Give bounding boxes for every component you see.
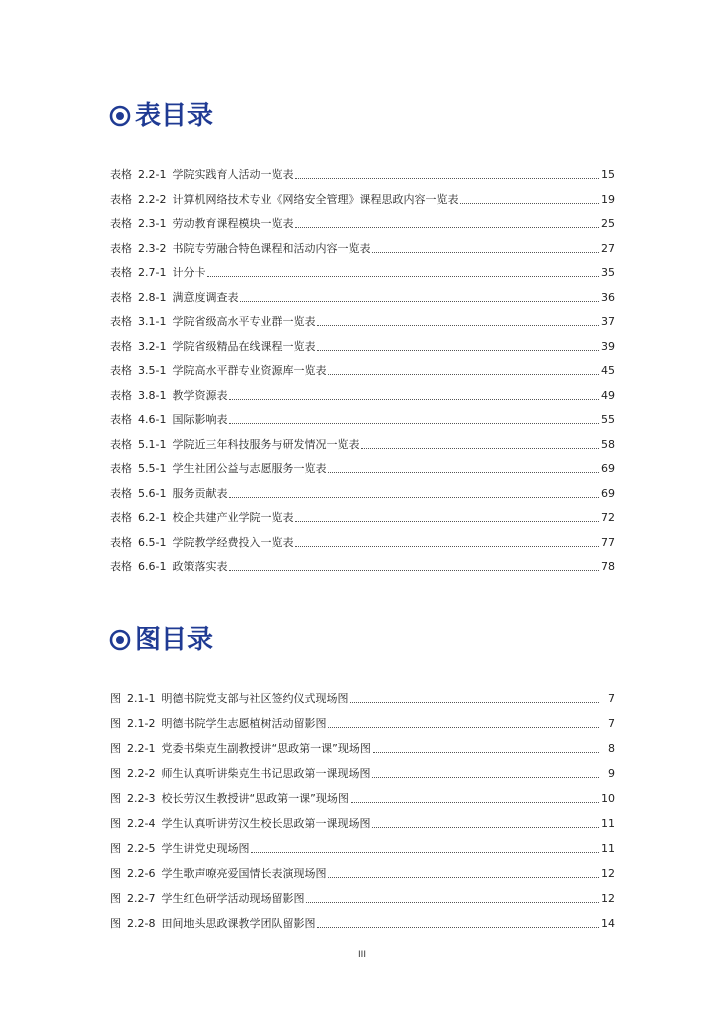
entry-page: 7 [608,692,615,705]
table-toc-entry[interactable] [110,309,615,329]
dot-leader [240,301,599,302]
dot-leader [229,570,599,571]
entry-prefix: 表格 [110,462,132,475]
entry-page: 69 [601,462,615,475]
entry-page: 25 [601,217,615,230]
entry-prefix: 表格 [110,290,132,304]
entry-prefix: 表格 [110,315,132,328]
dot-leader [328,374,599,375]
entry-title: 校长劳汉生教授讲“思政第一课”现场图 [161,792,349,805]
table-toc-entry[interactable] [110,334,615,354]
entry-title: 学院高水平群专业资源库一览表 [172,364,327,377]
entry-number: 2.2-2 [127,767,156,780]
dot-leader [295,546,599,547]
entry-number: 2.2-2 [138,192,167,206]
entry-number: 2.2-6 [127,867,156,880]
entry-title: 学院教学经费投入一览表 [172,535,294,549]
dot-leader [251,852,599,853]
dot-leader [460,203,599,204]
entry-prefix: 表格 [110,168,132,181]
entry-number: 5.5-1 [138,462,167,475]
entry-page: 49 [601,388,615,402]
figure-toc-entry[interactable] [110,836,615,856]
table-toc-entry[interactable] [110,407,615,427]
entry-prefix: 图 [110,892,121,905]
entry-page: 72 [601,511,615,524]
entry-number: 2.8-1 [138,290,167,304]
dot-leader [372,827,599,828]
dot-leader [351,802,599,803]
table-toc-entry[interactable] [110,260,615,280]
entry-prefix: 表格 [110,560,132,573]
entry-title: 教学资源表 [172,388,228,402]
dot-leader [229,497,599,498]
entry-number: 3.1-1 [138,315,167,328]
entry-page: 19 [601,192,615,206]
entry-prefix: 表格 [110,535,132,549]
entry-prefix: 图 [110,792,121,805]
entry-page: 37 [601,315,615,328]
entry-number: 6.2-1 [138,511,167,524]
table-toc-entry[interactable] [110,162,615,182]
entry-title: 学生红色研学活动现场留影图 [161,892,305,905]
figures-toc-title: 图目录 [135,625,214,655]
entry-prefix: 图 [110,717,121,730]
entry-number: 2.2-8 [127,917,156,930]
entry-prefix: 图 [110,842,121,855]
entry-prefix: 表格 [110,413,132,426]
table-toc-entry[interactable] [110,383,615,403]
table-toc-entry[interactable] [110,505,615,525]
entry-title: 学院实践育人活动一览表 [172,168,294,181]
dot-leader [328,472,599,473]
entry-page: 35 [601,266,615,279]
entry-number: 2.2-1 [138,168,167,181]
entry-title: 满意度调查表 [172,290,239,304]
entry-prefix: 图 [110,767,121,780]
entry-title: 学生认真听讲劳汉生校长思政第一课现场图 [161,817,371,830]
entry-prefix: 表格 [110,511,132,524]
entry-title: 学院近三年科技服务与研发情况一览表 [172,437,360,451]
entry-number: 6.6-1 [138,560,167,573]
figure-toc-entry[interactable] [110,711,615,731]
dot-leader [295,178,599,179]
dot-leader [317,927,599,928]
entry-title: 明德书院党支部与社区签约仪式现场图 [161,692,349,705]
entry-page: 39 [601,339,615,353]
entry-page: 8 [608,742,615,755]
entry-number: 4.6-1 [138,413,167,426]
entry-page: 15 [601,168,615,181]
entry-page: 36 [601,290,615,304]
entry-prefix: 表格 [110,486,132,500]
entry-prefix: 图 [110,917,121,930]
entry-prefix: 表格 [110,388,132,402]
dot-leader [317,350,599,351]
figure-toc-entry[interactable] [110,736,615,756]
entry-number: 5.1-1 [138,437,167,451]
entry-title: 计算机网络技术专业《网络安全管理》课程思政内容一览表 [172,192,459,206]
entry-title: 劳动教育课程模块一览表 [172,217,294,230]
figure-toc-entry[interactable] [110,861,615,881]
entry-number: 2.1-1 [127,692,156,705]
entry-prefix: 表格 [110,192,132,206]
entry-prefix: 表格 [110,266,132,279]
entry-prefix: 表格 [110,241,132,255]
entry-prefix: 表格 [110,437,132,451]
entry-page: 77 [601,535,615,549]
entry-page: 27 [601,241,615,255]
entry-title: 学生歌声嘹亮爱国情长表演现场图 [161,867,327,880]
entry-number: 2.2-3 [127,792,156,805]
table-toc-entry[interactable] [110,530,615,550]
entry-page: 69 [601,486,615,500]
circled-dot-icon [109,105,131,127]
dot-leader [295,521,599,522]
entry-page: 11 [601,817,615,830]
entry-page: 9 [608,767,615,780]
table-toc-entry[interactable] [110,481,615,501]
tables-toc-heading [109,100,213,132]
entry-number: 2.3-1 [138,217,167,230]
table-toc-entry[interactable] [110,211,615,231]
table-toc-entry[interactable] [110,187,615,207]
entry-title: 政策落实表 [172,560,228,573]
entry-page: 58 [601,437,615,451]
entry-number: 2.2-1 [127,742,156,755]
dot-leader [229,423,599,424]
entry-page: 78 [601,560,615,573]
table-toc-entry[interactable] [110,358,615,378]
entry-number: 3.8-1 [138,388,167,402]
tables-toc-title: 表目录 [135,101,214,131]
entry-number: 3.5-1 [138,364,167,377]
dot-leader [317,325,599,326]
entry-page: 11 [601,842,615,855]
table-toc-entry[interactable] [110,554,615,574]
entry-page: 12 [601,892,615,905]
dot-leader [372,252,599,253]
dot-leader [295,227,599,228]
entry-page: 55 [601,413,615,426]
entry-prefix: 图 [110,817,121,830]
figure-toc-entry[interactable] [110,886,615,906]
entry-title: 服务贡献表 [172,486,228,500]
figure-toc-entry[interactable] [110,786,615,806]
entry-title: 学生讲党史现场图 [161,842,250,855]
entry-title: 党委书柴克生副教授讲“思政第一课”现场图 [161,742,371,755]
entry-prefix: 图 [110,867,121,880]
entry-number: 3.2-1 [138,339,167,353]
entry-title: 田间地头思政课教学团队留影图 [161,917,316,930]
dot-leader [373,752,599,753]
entry-title: 师生认真听讲柴克生书记思政第一课现场图 [161,767,371,780]
entry-page: 45 [601,364,615,377]
dot-leader [372,777,599,778]
entry-number: 2.2-7 [127,892,156,905]
table-toc-entry[interactable] [110,456,615,476]
entry-title: 学生社团公益与志愿服务一览表 [172,462,327,475]
dot-leader [328,727,599,728]
entry-title: 明德书院学生志愿植树活动留影图 [161,717,327,730]
dot-leader [306,902,599,903]
entry-prefix: 表格 [110,339,132,353]
table-toc-entry[interactable] [110,432,615,452]
entry-number: 5.6-1 [138,486,167,500]
entry-number: 2.2-4 [127,817,156,830]
entry-prefix: 图 [110,742,121,755]
entry-prefix: 表格 [110,364,132,377]
entry-page: 14 [601,917,615,930]
entry-number: 6.5-1 [138,535,167,549]
table-toc-entry[interactable] [110,285,615,305]
figure-toc-entry[interactable] [110,761,615,781]
entry-prefix: 表格 [110,217,132,230]
figures-toc-heading [109,624,213,656]
figure-toc-entry[interactable] [110,911,615,931]
entry-page: 7 [608,717,615,730]
circled-dot-icon [109,629,131,651]
entry-title: 学院省级高水平专业群一览表 [172,315,316,328]
table-toc-entry[interactable] [110,236,615,256]
page-number: III [358,950,366,960]
entry-prefix: 图 [110,692,121,705]
figure-toc-entry[interactable] [110,811,615,831]
entry-title: 校企共建产业学院一览表 [172,511,294,524]
dot-leader [207,276,599,277]
entry-title: 计分卡 [172,266,206,279]
entry-page: 10 [601,792,615,805]
entry-number: 2.3-2 [138,241,167,255]
entry-number: 2.7-1 [138,266,167,279]
entry-number: 2.1-2 [127,717,156,730]
entry-page: 12 [601,867,615,880]
entry-title: 学院省级精品在线课程一览表 [172,339,316,353]
entry-title: 书院专劳融合特色课程和活动内容一览表 [172,241,371,255]
dot-leader [350,702,599,703]
figure-toc-entry[interactable] [110,686,615,706]
dot-leader [229,399,599,400]
entry-number: 2.2-5 [127,842,156,855]
dot-leader [361,448,599,449]
entry-title: 国际影响表 [172,413,228,426]
dot-leader [328,877,599,878]
